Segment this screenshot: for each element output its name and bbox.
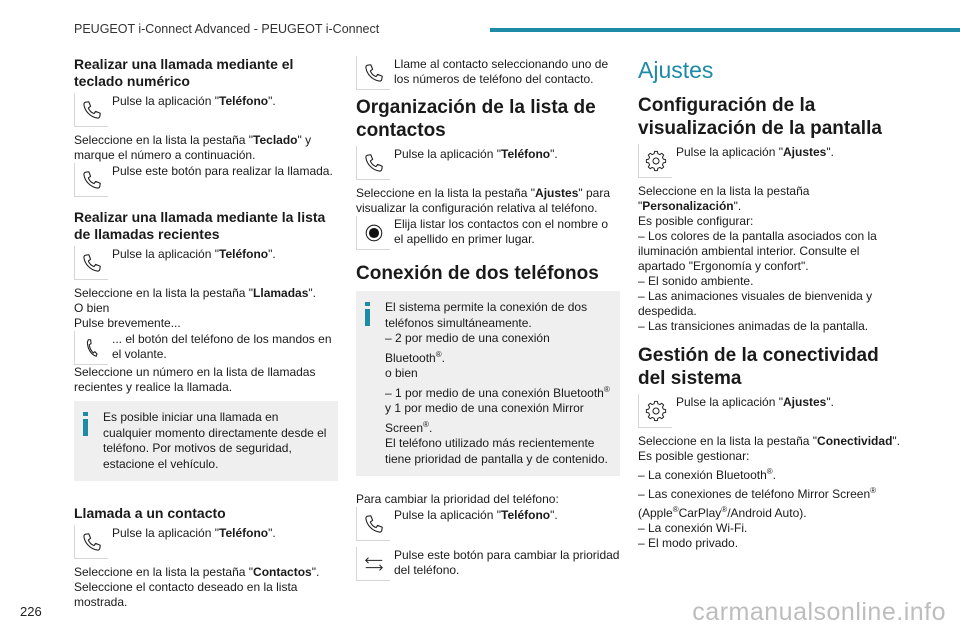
- list-item: – Las conexiones de teléfono Mirror Screen® (Apple®CarPlay®/Android Auto).: [638, 486, 877, 520]
- section-title-call-contact: Llamada a un contacto: [74, 505, 226, 521]
- phone-icon: [356, 146, 390, 180]
- step-row: Pulse la aplicación "Teléfono".: [74, 246, 338, 280]
- section-title-keypad-call: Realizar una llamada mediante el teclado numérico: [74, 56, 294, 89]
- section-title-contact-list: Organización de la lista de contactos: [356, 97, 596, 141]
- step-row: Pulse la aplicación "Teléfono".: [356, 146, 620, 180]
- steering-phone-icon: [74, 331, 108, 365]
- step-row: ... el botón del teléfono de los mandos en el volante.: [74, 331, 338, 365]
- paragraph: Seleccione en la lista la pestaña "Ajustes" para visualizar la configuración relativa al teléfono.: [356, 186, 611, 215]
- swap-arrows-icon: [356, 547, 390, 581]
- phone-icon: [74, 163, 108, 197]
- header-title: PEUGEOT i-Connect Advanced - PEUGEOT i-Connect: [74, 22, 380, 36]
- paragraph: Seleccione en la lista la pestaña: [638, 184, 810, 198]
- paragraph: Para cambiar la prioridad del teléfono:: [356, 492, 559, 506]
- list-item: – Los colores de la pantalla asociados con la iluminación ambiental interior. Consulte el apartado "Ergonomía y confort".: [638, 229, 877, 273]
- watermark: carmanualsonline.info: [692, 598, 946, 626]
- phone-icon: [356, 56, 390, 90]
- header-accent-bar: [490, 28, 960, 32]
- step-row: Llame al contacto seleccionando uno de los números de teléfono del contacto.: [356, 56, 620, 90]
- phone-icon: [74, 525, 108, 559]
- paragraph: Es posible configurar:: [638, 214, 754, 228]
- phone-icon: [356, 507, 390, 541]
- column-2: [356, 56, 620, 587]
- list-item: – La conexión Bluetooth®.: [638, 467, 777, 482]
- section-title-two-phones: Conexión de dos teléfonos: [356, 263, 599, 284]
- info-icon: [364, 300, 378, 467]
- paragraph: Es posible gestionar:: [638, 449, 750, 463]
- list-item: – El modo privado.: [638, 536, 739, 550]
- paragraph: "Personalización".: [638, 199, 742, 213]
- paragraph: Seleccione en la lista la pestaña "Llamadas".: [74, 286, 316, 300]
- paragraph: Pulse brevemente...: [74, 316, 181, 330]
- step-row: Pulse la aplicación "Teléfono".: [356, 507, 620, 541]
- step-row: Pulse este botón para realizar la llamada.: [74, 163, 338, 197]
- step-row: Elija listar los contactos con el nombre o el apellido en primer lugar.: [356, 216, 620, 250]
- list-item: – La conexión Wi-Fi.: [638, 521, 748, 535]
- chapter-title-settings: Ajustes: [638, 57, 714, 83]
- list-item: – Las transiciones animadas de la pantalla.: [638, 319, 869, 333]
- radio-selected-icon: [356, 216, 390, 250]
- section-title-connectivity: Gestión de la conectividad del sistema: [638, 345, 879, 389]
- phone-icon: [74, 246, 108, 280]
- step-row: Pulse la aplicación "Ajustes".: [638, 394, 908, 428]
- paragraph: O bien: [74, 301, 110, 315]
- page-number: 226: [20, 604, 42, 619]
- step-row: Pulse la aplicación "Teléfono".: [74, 525, 338, 559]
- gear-icon: [638, 394, 672, 428]
- info-icon: [82, 410, 96, 472]
- paragraph: Seleccione en la lista la pestaña "Contactos".: [74, 565, 320, 579]
- phone-icon: [74, 93, 108, 127]
- step-row: Pulse la aplicación "Ajustes".: [638, 144, 908, 178]
- paragraph: Seleccione un número en la lista de llamadas recientes y realice la llamada.: [74, 365, 316, 394]
- info-note: Es posible iniciar una llamada en cualquier momento directamente desde el teléfono. Por motivos de seguridad, estacione el vehículo.: [74, 401, 338, 481]
- list-item: – Las animaciones visuales de bienvenida y despedida.: [638, 289, 873, 318]
- column-3: [638, 56, 908, 551]
- step-row: Pulse la aplicación "Teléfono".: [74, 93, 338, 127]
- section-title-recent-calls: Realizar una llamada mediante la lista de llamadas recientes: [74, 209, 326, 242]
- step-row: Pulse este botón para cambiar la prioridad del teléfono.: [356, 547, 620, 581]
- section-title-display-config: Configuración de la visualización de la pantalla: [638, 95, 882, 139]
- paragraph: Seleccione el contacto deseado en la lista mostrada.: [74, 580, 298, 609]
- column-1: [74, 56, 338, 610]
- paragraph: Seleccione en la lista la pestaña "Conectividad".: [638, 434, 900, 448]
- gear-icon: [638, 144, 672, 178]
- list-item: – El sonido ambiente.: [638, 274, 754, 288]
- paragraph: Seleccione en la lista la pestaña "Teclado" y marque el número a continuación.: [74, 133, 312, 162]
- info-note: El sistema permite la conexión de dos teléfonos simultáneamente. – 2 por medio de una conexión Bluetooth®. o bien – 1 por medio de una conexión Bluetooth® y 1 por medio de una conexión Mirror Screen®. El teléfono utilizado más recientemente tiene prioridad de pantalla y de contenido.: [356, 291, 620, 476]
